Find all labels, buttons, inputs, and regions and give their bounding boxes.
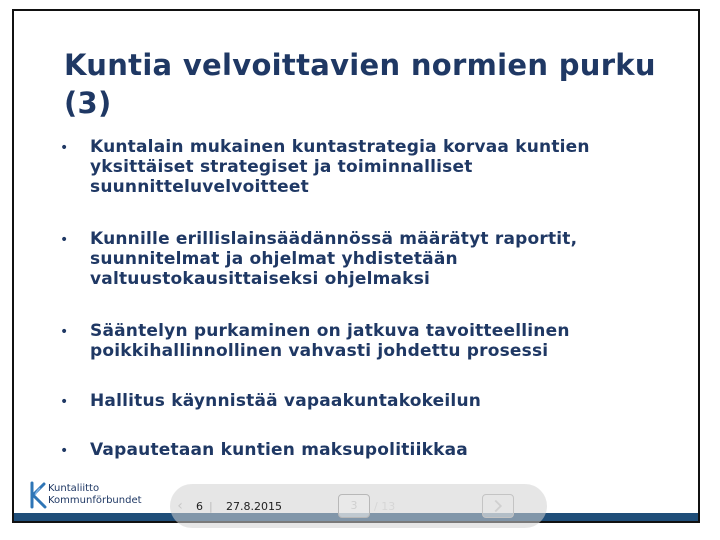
- slide: [12, 9, 700, 523]
- kuntaliitto-logo: [26, 481, 176, 511]
- slide-title: Kuntia velvoittavien normien purku (3): [64, 48, 656, 120]
- total-pages: / 13: [374, 500, 396, 513]
- bullet-marker: •: [60, 232, 69, 248]
- chevron-right-icon: [483, 495, 513, 517]
- bullet-marker: •: [60, 324, 69, 340]
- chevron-left-icon[interactable]: ‹: [177, 498, 183, 514]
- slide-date: 27.8.2015: [226, 500, 282, 513]
- logo-line-2: Kommunförbundet: [48, 495, 142, 506]
- logo-text: [48, 483, 142, 507]
- separator: |: [209, 500, 213, 513]
- bullet-text: Kuntalain mukainen kuntastrategia korvaa kuntien yksittäiset strategiset ja toiminnalliset suunnitteluvelvoitteet: [90, 137, 590, 197]
- bullet-text: Hallitus käynnistää vapaakuntakokeilun: [90, 391, 482, 411]
- bullet-marker: •: [60, 394, 69, 410]
- bullet-text: Vapautetaan kuntien maksupolitiikkaa: [90, 440, 468, 460]
- kuntaliitto-logo-mark-icon: [26, 481, 48, 509]
- bullet-text: Kunnille erillislainsäädännössä määrätyt raportit, suunnitelmat ja ohjelmat yhdistetään valtuustokausittaiseksi ohjelmaksi: [90, 229, 578, 289]
- bullet-marker: •: [60, 140, 69, 156]
- bullet-text: Sääntelyn purkaminen on jatkuva tavoitteellinen poikkihallinnollinen vahvasti johdettu prosessi: [90, 321, 570, 361]
- logo-line-1: Kuntaliitto: [48, 483, 100, 494]
- next-slide-button[interactable]: [482, 494, 514, 518]
- slide-number: 6: [196, 500, 203, 513]
- page-number-input[interactable]: 3: [338, 494, 370, 518]
- bullet-marker: •: [60, 443, 69, 459]
